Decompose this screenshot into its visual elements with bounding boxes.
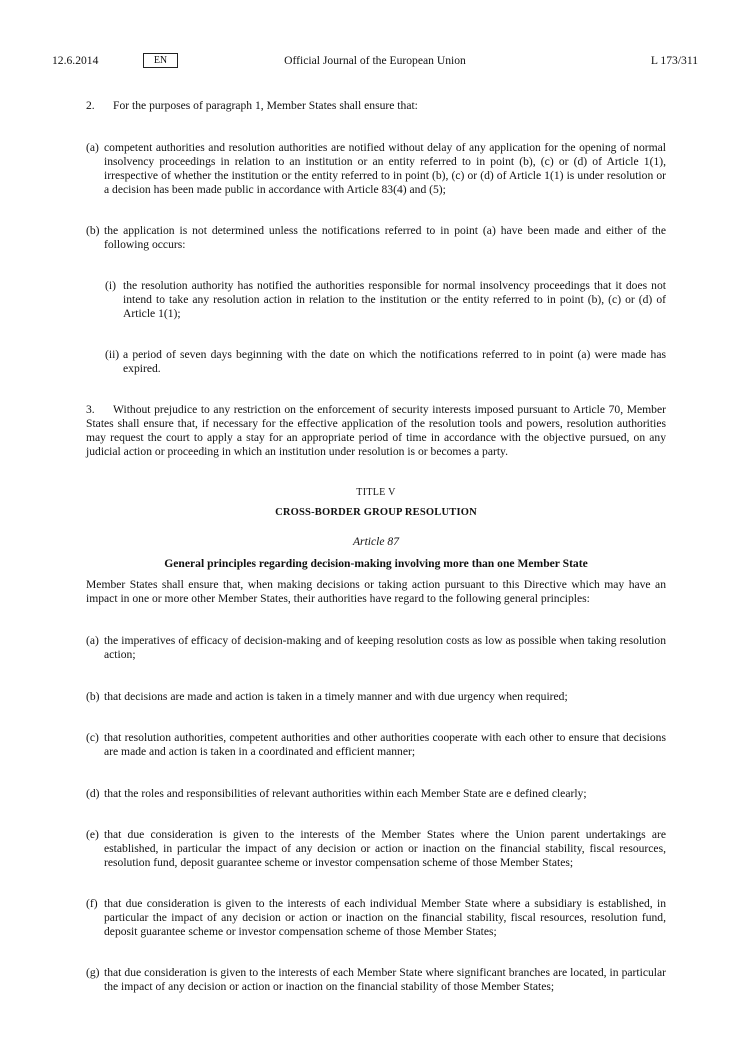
list-item [86, 141, 666, 197]
article-intro: Member States shall ensure that, when making decisions or taking action pursuant to this Directive which may have an impact in one or more other Member States, their authorities have regard to the following general principles: [86, 578, 666, 605]
list-item-text: the imperatives of efficacy of decision-making and of keeping resolution costs as low as possible when taking resolution action; [104, 634, 666, 661]
language-badge: EN [143, 53, 178, 68]
sub-list-item-label: (ii) [105, 348, 120, 361]
list-item-label: (e) [86, 828, 99, 841]
paragraph-3 [86, 403, 666, 459]
title-label: TITLE V [356, 487, 396, 498]
article-number: Article 87 [352, 535, 400, 548]
journal-title: Official Journal of the European Union [284, 54, 466, 67]
paragraph-2-intro [86, 99, 666, 113]
sub-list-item [105, 279, 666, 321]
list-item-text: the application is not determined unless the notifications referred to in point (a) have been made and either of the following occurs: [104, 224, 666, 251]
list-item-text: that resolution authorities, competent authorities and other authorities cooperate with each other to ensure that decisions are made and action is taken in a coordinated and efficient manner; [104, 731, 666, 758]
list-item-text: competent authorities and resolution authorities are notified without delay of any application for the opening of normal insolvency proceedings in relation to an institution or an entity referred to in point (b), (c) or (d) of Article 1(1), irrespective of whether the institution or the entity referred to in point (b), (c) or (d) of Article 1(1) is under resolution or a decision has been made public in accordance with Article 83(4) and (5); [104, 141, 666, 196]
list-item-label: (f) [86, 897, 98, 910]
list-item-label: (b) [86, 224, 100, 237]
sub-list-item [105, 348, 666, 376]
paragraph-number: 3. [86, 403, 95, 416]
list-item-label: (a) [86, 141, 99, 154]
list-item [86, 690, 666, 704]
paragraph-text: Without prejudice to any restriction on the enforcement of security interests imposed pursuant to Article 70, Member States shall ensure that, if necessary for the effective application of the resolution tools and powers, resolution authorities may request the court to apply a stay for an appropriate period of time in accordance with the objective pursued, on any judicial action or proceeding in which an institution under resolution is or becomes a party. [86, 403, 666, 458]
list-item-text: that the roles and responsibilities of relevant authorities within each Member State are e defined clearly; [104, 787, 587, 800]
title-heading: CROSS-BORDER GROUP RESOLUTION [275, 507, 477, 518]
article-heading: General principles regarding decision-making involving more than one Member State [164, 557, 588, 570]
list-item-label: (b) [86, 690, 100, 703]
list-item-text: that decisions are made and action is taken in a timely manner and with due urgency when required; [104, 690, 568, 703]
publication-date: 12.6.2014 [52, 54, 99, 67]
list-item [86, 787, 666, 801]
sub-list-item-text: a period of seven days beginning with the date on which the notifications referred to in point (a) were made has expired. [123, 348, 666, 375]
list-item [86, 634, 666, 662]
list-item-label: (d) [86, 787, 100, 800]
list-item-text: that due consideration is given to the interests of each Member State where significant branches are located, in particular the impact of any decision or action or inaction on the financial stability of those Member States; [104, 966, 666, 993]
paragraph-number: 2. [86, 99, 95, 112]
page-reference: L 173/311 [650, 54, 698, 67]
paragraph-text: For the purposes of paragraph 1, Member States shall ensure that: [113, 99, 418, 112]
list-item-label: (g) [86, 966, 100, 979]
sub-list-item-text: the resolution authority has notified the authorities responsible for normal insolvency proceedings that it does not intend to take any resolution action in relation to the institution or the entity referred to in point (b), (c) or (d) of Article 1(1); [123, 279, 666, 320]
list-item-label: (a) [86, 634, 99, 647]
list-item [86, 897, 666, 939]
list-item [86, 224, 666, 252]
page-header [52, 53, 698, 69]
list-item-text: that due consideration is given to the interests of each individual Member State where a subsidiary is established, in particular the impact of any decision or action or inaction on the financial stability, fiscal resources, resolution fund, deposit guarantee scheme or investor compensation scheme of those Member States; [104, 897, 666, 938]
list-item-label: (c) [86, 731, 99, 744]
sub-list-item-label: (i) [105, 279, 116, 292]
list-item [86, 828, 666, 870]
list-item-text: that due consideration is given to the interests of the Member States where the Union parent undertakings are established, in particular the impact of any decision or action or inaction on the financial stability, fiscal resources, resolution fund, deposit guarantee scheme or investor compensation scheme of those Member States; [104, 828, 666, 869]
list-item [86, 731, 666, 759]
list-item [86, 966, 666, 994]
